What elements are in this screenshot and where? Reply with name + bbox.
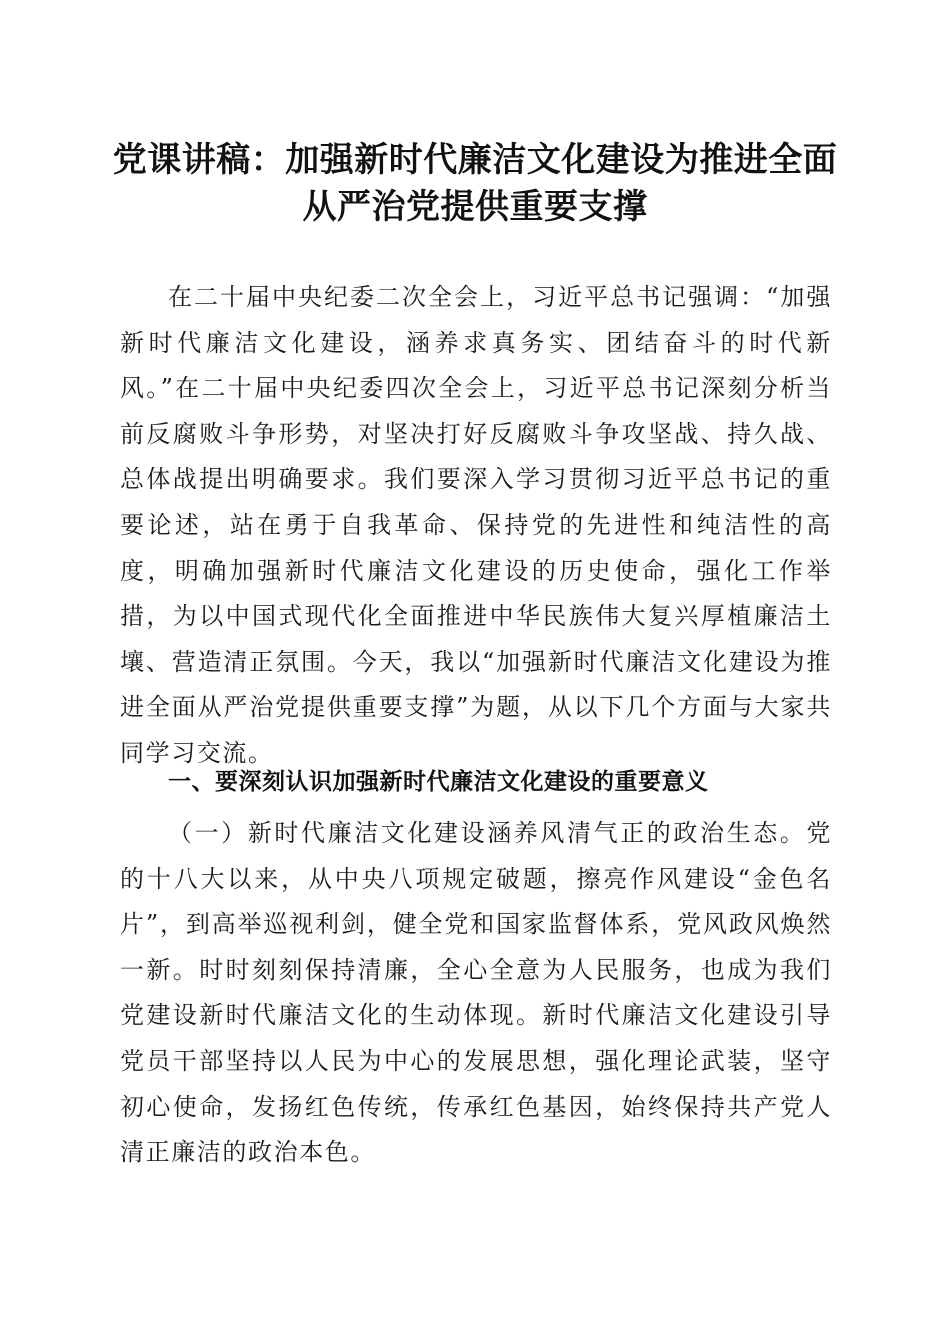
intro-paragraph: 在二十届中央纪委二次全会上，习近平总书记强调：“加强新时代廉洁文化建设，涵养求真务实、团结奋斗的时代新风。”在二十届中央纪委四次全会上，习近平总书记深刻分析当前反腐败斗争形势，对坚决打好反腐败斗争攻坚战、持久战、总体战提出明确要求。我们要深入学习贯彻习近平总书记的重要论述，站在勇于自我革命、保持党的先进性和纯洁性的高度，明确加强新时代廉洁文化建设的历史使命，强化工作举措，为以中国式现代化全面推进中华民族伟大复兴厚植廉洁土壤、营造清正氛围。今天，我以“加强新时代廉洁文化建设为推进全面从严治党提供重要支撑”为题，从以下几个方面与大家共同学习交流。 [120,283,832,767]
section-heading: 一、要深刻认识加强新时代廉洁文化建设的重要意义 [168,769,709,795]
subsection-paragraph: （一）新时代廉洁文化建设涵养风清气正的政治生态。党的十八大以来，从中央八项规定破题，擦亮作风建设“金色名片”，到高举巡视利剑，健全党和国家监督体系，党风政风焕然一新。时时刻刻保持清廉，全心全意为人民服务，也成为我们党建设新时代廉洁文化的生动体现。新时代廉洁文化建设引导党员干部坚持以人民为中心的发展思想，强化理论武装，坚守初心使命，发扬红色传统，传承红色基因，始终保持共产党人清正廉洁的政治本色。 [120,819,832,1167]
document-title: 党课讲稿：加强新时代廉洁文化建设为推进全面从严治党提供重要支撑 [112,140,838,227]
